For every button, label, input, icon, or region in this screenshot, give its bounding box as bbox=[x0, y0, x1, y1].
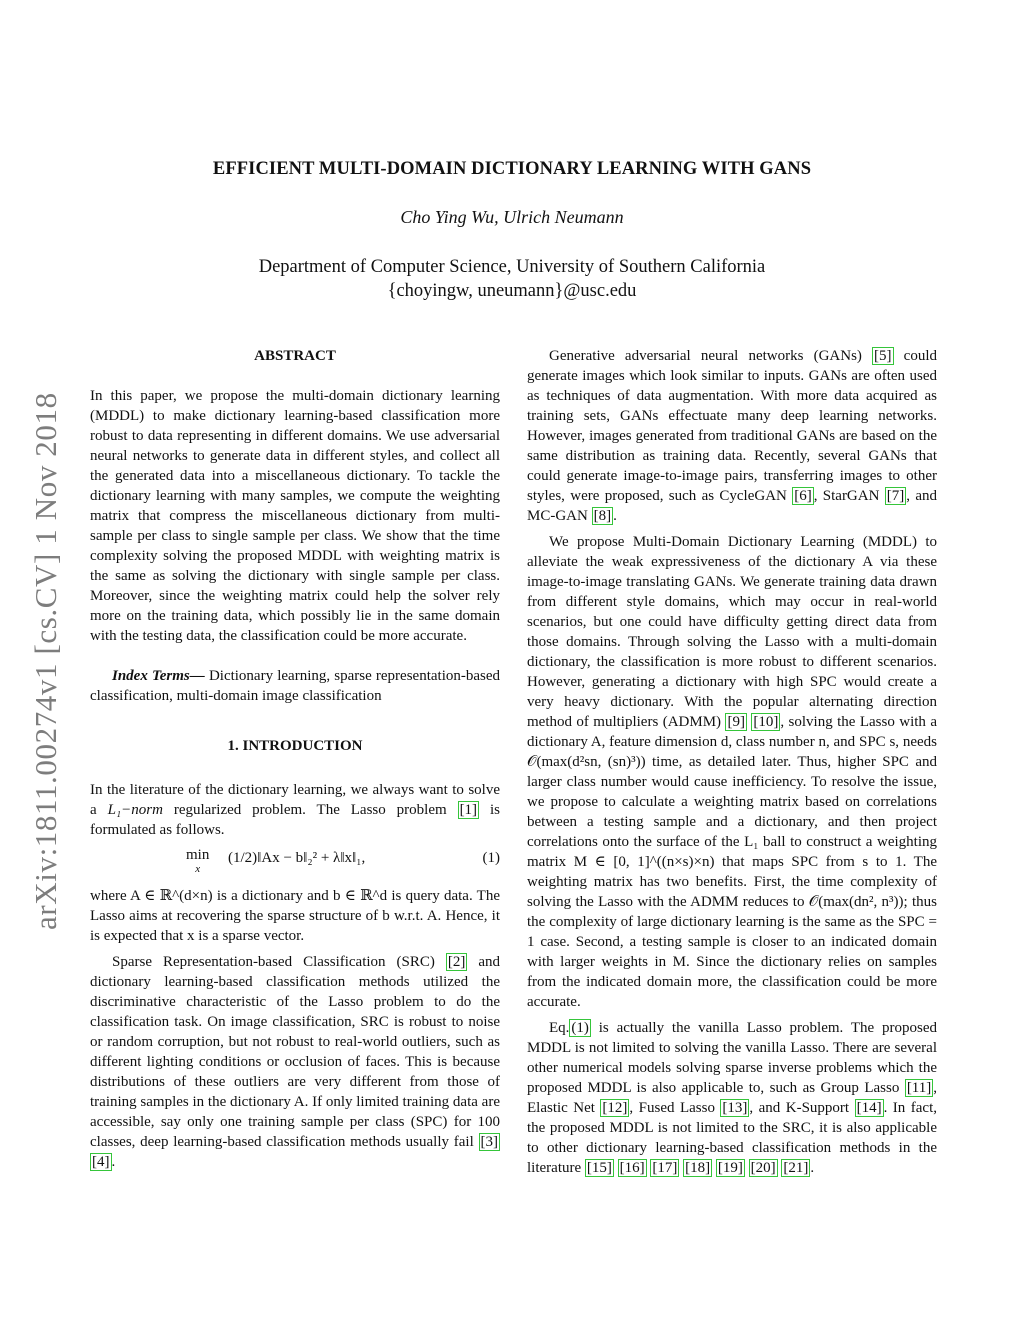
citation-link[interactable]: [5] bbox=[874, 348, 892, 364]
citation-link[interactable]: [3] bbox=[480, 1134, 498, 1150]
citation-link[interactable]: [13] bbox=[722, 1100, 748, 1116]
index-terms-text: Dictionary learning, sparse representation-based classification, multi-domain image classification bbox=[90, 668, 501, 704]
authors: Cho Ying Wu, Ulrich Neumann bbox=[400, 207, 624, 227]
right-p3-text-c: , Elastic Net bbox=[527, 1080, 937, 1116]
citation-link[interactable]: [6] bbox=[794, 488, 812, 504]
affiliation: Department of Computer Science, University of Southern California bbox=[258, 257, 766, 277]
intro-p1-text-d: is formulated as follows. bbox=[90, 802, 500, 838]
citation-link[interactable]: [12] bbox=[602, 1100, 628, 1116]
citation-link[interactable]: [14] bbox=[856, 1100, 882, 1116]
citation-link[interactable]: [2] bbox=[447, 954, 466, 970]
email: {choyingw, uneumann}@usc.edu bbox=[387, 281, 637, 301]
intro-heading: 1. INTRODUCTION bbox=[227, 738, 363, 754]
intro-p3-text-c: . bbox=[111, 1154, 116, 1170]
right-p3-text-g: . bbox=[810, 1160, 815, 1176]
citation-link[interactable]: [10] bbox=[753, 714, 779, 730]
citation-link[interactable]: [11] bbox=[906, 1080, 932, 1096]
citation-link[interactable]: [1] bbox=[459, 802, 478, 818]
intro-p1-text-a: In the literature of the dictionary learning, we always want to solve a bbox=[90, 782, 500, 818]
equation-min-op: min bbox=[186, 847, 210, 863]
abstract-text: In this paper, we propose the multi-domain dictionary learning (MDDL) to make dictionary learning-based classification more robust to data representing in different domains. We use adversarial neural networks to generate data in different styles, and collect all the generated data into a miscellaneous dictionary. To tackle the dictionary learning with many samples, we compute the weighting matrix that compress the miscellaneous dictionary from multi-sample per class to single sample per class. We show that the time complexity solving the proposed MDDL with weighting matrix is the same as solving the dictionary with single sample per class. Moreover, since the weighting matrix could help the solver rely more on the training data, which possibly lie in the same domain with the testing data, the classification could be more accurate. bbox=[90, 388, 500, 644]
intro-p3-text-a: Sparse Representation-based Classification (SRC) bbox=[112, 954, 446, 970]
intro-p1-text-c: regularized problem. The Lasso problem bbox=[162, 802, 458, 818]
right-p3-text-e: , and K-Support bbox=[749, 1100, 855, 1116]
right-p1-text-a: Generative adversarial neural networks (GANs) bbox=[549, 348, 873, 364]
right-p1-text-c: , StarGAN bbox=[813, 488, 885, 504]
right-p3-text-f: . In fact, the proposed MDDL is not limited to the SRC, it is also applicable to other dictionary learning-based classification methods in the literature bbox=[527, 1100, 937, 1176]
right-paragraph-2 bbox=[527, 532, 937, 1012]
equation-body: (1/2)‖Ax − b‖₂² + λ‖x‖₁, bbox=[228, 850, 366, 866]
equation-1 bbox=[90, 840, 500, 880]
citation-link[interactable]: [18] bbox=[685, 1160, 711, 1176]
equation-min bbox=[186, 848, 209, 876]
abstract-heading: ABSTRACT bbox=[254, 348, 336, 364]
right-p3-text-a: Eq. bbox=[549, 1020, 570, 1036]
citation-link[interactable]: [15] bbox=[586, 1160, 612, 1176]
citation-link[interactable]: [16] bbox=[619, 1160, 645, 1176]
affiliation-block bbox=[0, 255, 1024, 303]
intro-p3-text-b: and dictionary learning-based classification methods utilized the discriminative characteristic of the Lasso problem to do the classification task. On image classification, SRC is robust to noise or random corruption, but not robust to real-world outliers, such as different lighting conditions or occlusion of faces. This is because distributions of these outliers are very different from those of training samples in the dictionary A. If only limited training data are accessible, say only one training sample per class (SPC) for 100 classes, deep learning-based classification methods usually fail bbox=[90, 954, 500, 1150]
citation-link[interactable]: [21] bbox=[783, 1160, 809, 1176]
citation-link[interactable]: [9] bbox=[727, 714, 745, 730]
intro-paragraph-1 bbox=[90, 780, 500, 840]
right-paragraph-3 bbox=[527, 1018, 937, 1178]
citation-link[interactable]: [19] bbox=[717, 1160, 743, 1176]
right-p1-text-e: . bbox=[613, 508, 617, 524]
right-p1-text-b: could generate images which look similar to inputs. GANs are often used as techniques of data augmentation. With more data acquired as training sets, GANs effectuate many deep learning networks. However, images generated from traditional GANs are based on the same distribution as training data. Recently, several GANs that could generate image-to-image pairs, transferring images to other styles, were proposed, such as CycleGAN bbox=[527, 348, 938, 504]
citation-link[interactable]: [4] bbox=[92, 1154, 110, 1170]
intro-paragraph-2: where A ∈ ℝ^(d×n) is a dictionary and b ∈ ℝ^d is query data. The Lasso aims at recovering the sparse structure of b w.r.t. A. Hence, it is expected that x is a sparse vector. bbox=[90, 888, 500, 944]
equation-min-sub: x bbox=[195, 863, 201, 875]
right-column bbox=[527, 346, 937, 1178]
right-p3-text-b: is actually the vanilla Lasso problem. The proposed MDDL is not limited to solving the vanilla Lasso. There are several other numerical models solving sparse inverse problems which the proposed MDDL is also applicable to, such as Group Lasso bbox=[527, 1020, 937, 1096]
right-p1-text-d: , and MC-GAN bbox=[527, 488, 937, 524]
left-column bbox=[90, 346, 500, 1172]
citation-link[interactable]: [8] bbox=[593, 508, 612, 524]
paper-title: EFFICIENT MULTI-DOMAIN DICTIONARY LEARNING WITH GANS bbox=[212, 159, 812, 179]
l1-norm-term: L₁−norm bbox=[107, 802, 163, 818]
right-p3-text-d: , Fused Lasso bbox=[629, 1100, 721, 1116]
right-p2-text-a: We propose Multi-Domain Dictionary Learning (MDDL) to alleviate the weak expressiveness of the dictionary A via these image-to-image translating GANs. We generate training data drawn from different style domains, which may occur in real-world scenarios, but one could have difficulty getting direct data from those domains. Through solving the Lasso with a multi-domain dictionary, the classification is more robust to different scenarios. However, generating a dictionary with high SPC would create a very heavy dictionary. With the popular alternating direction method of multipliers (ADMM) bbox=[527, 534, 937, 730]
right-paragraph-1 bbox=[527, 346, 937, 526]
citation-link[interactable]: [20] bbox=[750, 1160, 776, 1176]
arxiv-stamp: arXiv:1811.00274v1 [cs.CV] 1 Nov 2018 bbox=[28, 392, 63, 930]
citation-link[interactable]: [7] bbox=[886, 488, 905, 504]
index-terms-label: Index Terms— bbox=[112, 668, 205, 684]
index-terms bbox=[90, 666, 500, 706]
equation-ref-link[interactable]: (1) bbox=[571, 1020, 589, 1036]
equation-number: (1) bbox=[482, 850, 500, 866]
citation-link[interactable]: [17] bbox=[652, 1160, 678, 1176]
intro-paragraph-3 bbox=[90, 952, 500, 1172]
right-p2-text-b: , solving the Lasso with a dictionary A, feature dimension d, class number n, and SPC s, needs 𝒪(max(d²sn, (sn)³)) time, as detailed later. Thus, higher SPC and larger class number would cause inefficiency. To resolve the issue, we propose to calculate a weighting matrix based on correlations between a testing sample and a dictionary, and then project correlations onto the surface of the L₁ ball to construct a weighting matrix M ∈ [0, 1]^((n×s)×n) that maps SPC from s to 1. The weighting matrix has two benefits. First, the time complexity of solving the Lasso with the ADMM reduces to 𝒪(max(dn², n³)); thus the complexity of large dictionary learning is the same as the SPC = 1 case. Second, a testing sample is closer to an indicated domain with larger weights in M. Since the dictionary relies on samples from the indicated domain more, the classification could be more accurate. bbox=[527, 714, 937, 1010]
